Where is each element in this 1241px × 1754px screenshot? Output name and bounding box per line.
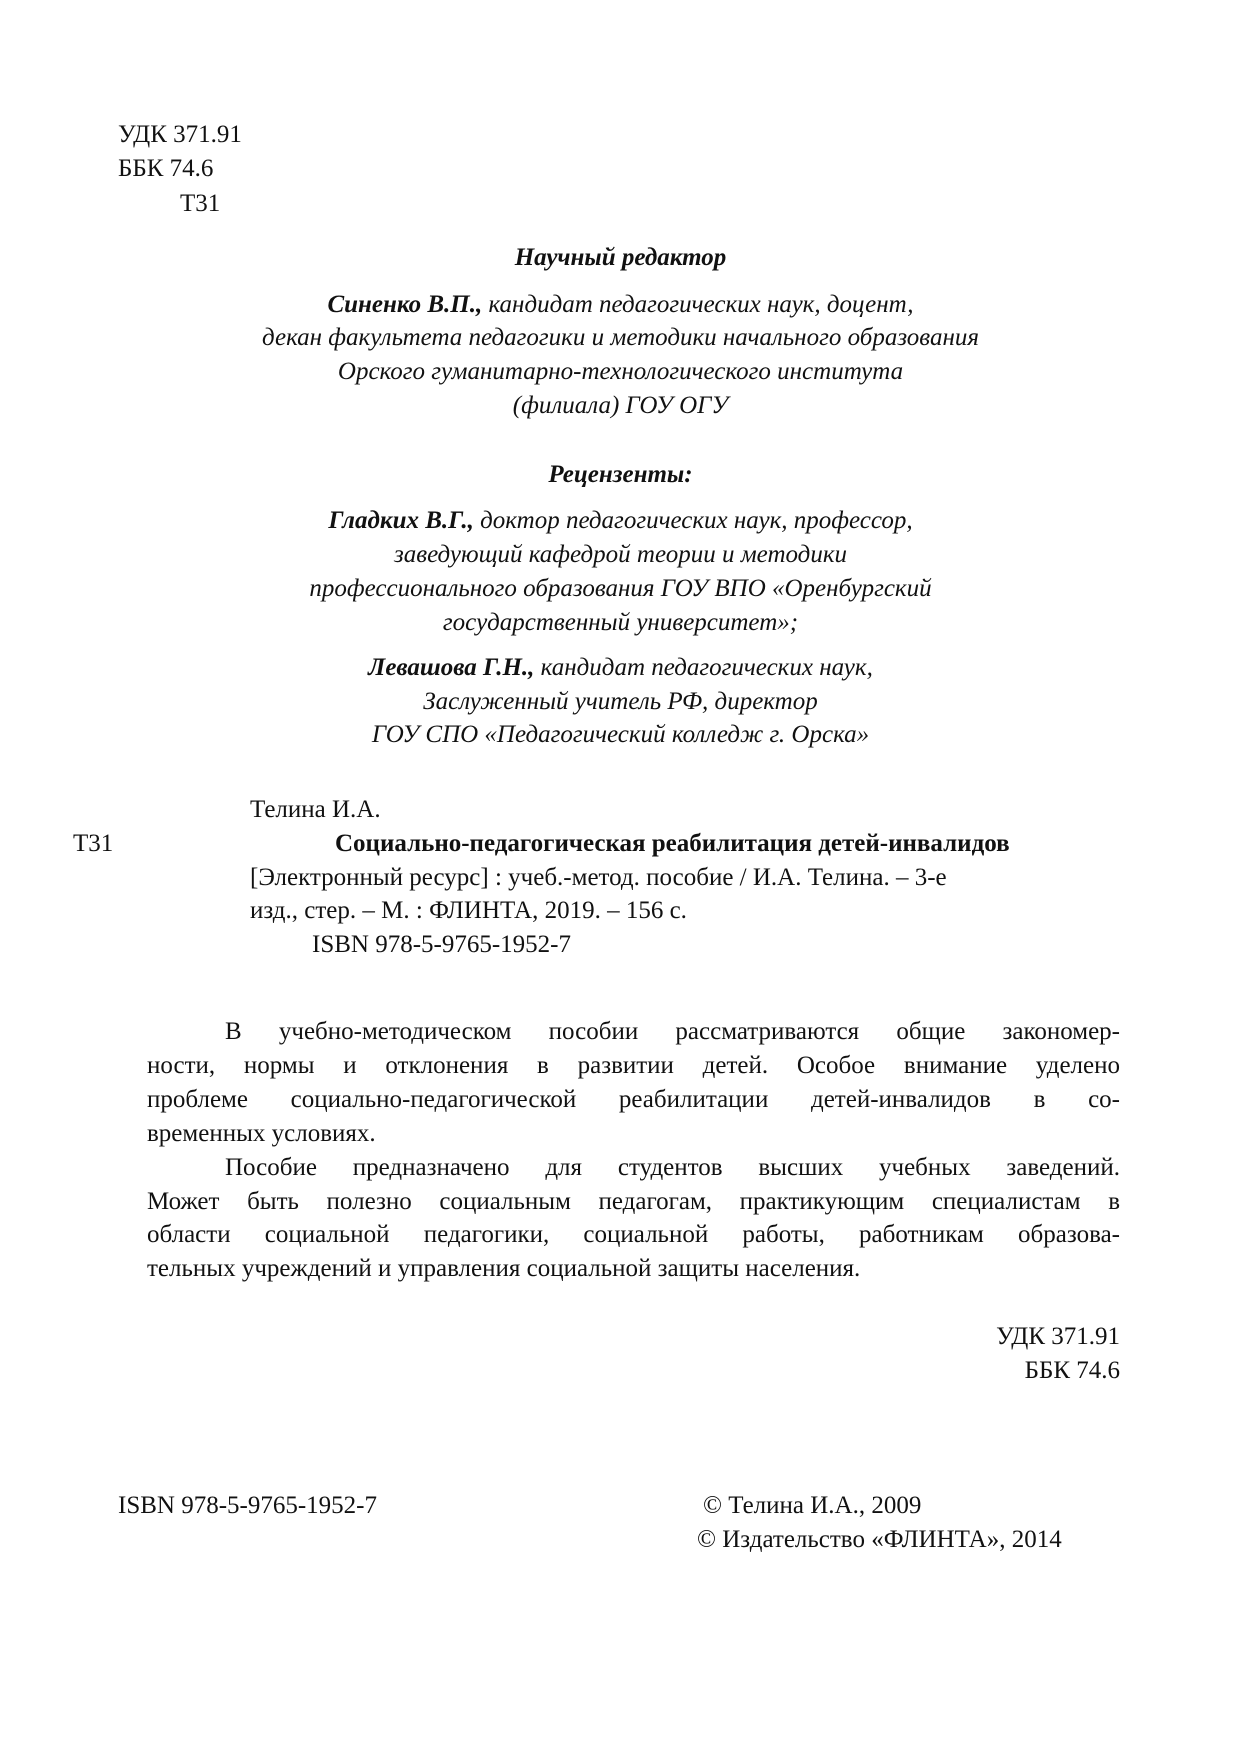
footer-isbn: ISBN 978-5-9765-1952-7 <box>118 1492 378 1519</box>
udk-header: УДК 371.91 <box>118 121 242 148</box>
abstract-line: В учебно-методическом пособии рассматриваются общие закономер- <box>225 1018 1120 1045</box>
reviewer1-line <box>0 506 1241 536</box>
biblio-author: Телина И.А. <box>250 796 381 823</box>
abstract-line: области социальной педагогики, социальной работы, работникам образова- <box>147 1221 1120 1248</box>
abstract-line: тельных учреждений и управления социальной защиты населения. <box>147 1255 861 1282</box>
biblio-line: [Электронный ресурс] : учеб.-метод. пособие / И.А. Телина. – 3-е <box>250 864 947 891</box>
editor-line <box>0 290 1241 320</box>
editor-heading: Научный редактор <box>514 244 727 271</box>
abstract-line: Пособие предназначено для студентов высших учебных заведений. <box>225 1154 1120 1181</box>
editor-text: кандидат педагогических наук, доцент, <box>488 291 914 318</box>
reviewer1-name: Гладких В.Г., <box>328 507 474 534</box>
reviewer1-line: государственный университет»; <box>442 609 799 636</box>
reviewer2-line: ГОУ СПО «Педагогический колледж г. Орска» <box>371 721 870 748</box>
abstract-line: Может быть полезно социальным педагогам, практикующим специалистам в <box>147 1188 1120 1215</box>
reviewer2-text: кандидат педагогических наук, <box>540 654 873 681</box>
copyright-publisher: © Издательство «ФЛИНТА», 2014 <box>697 1526 1062 1553</box>
abstract-line: временных условиях. <box>147 1120 376 1147</box>
bbk-classification: ББК 74.6 <box>1024 1357 1120 1384</box>
reviewer2-name: Левашова Г.Н., <box>368 654 535 681</box>
copyright-author: © Телина И.А., 2009 <box>703 1492 922 1519</box>
biblio-isbn: ISBN 978-5-9765-1952-7 <box>312 931 572 958</box>
abstract-line: проблеме социально-педагогической реабилитации детей-инвалидов в со- <box>147 1086 1120 1113</box>
editor-name: Синенко В.П., <box>327 291 483 318</box>
reviewer1-line: профессионального образования ГОУ ВПО «Оренбургский <box>309 575 932 602</box>
abstract-line: ности, нормы и отклонения в развитии детей. Особое внимание уделено <box>147 1052 1120 1079</box>
editor-line: декан факультета педагогики и методики начального образования <box>262 324 979 351</box>
biblio-code: Т31 <box>73 830 114 857</box>
bbk-header: ББК 74.6 <box>118 155 214 182</box>
reviewer2-line: Заслуженный учитель РФ, директор <box>423 688 818 715</box>
reviewers-heading: Рецензенты: <box>548 461 693 488</box>
reviewer1-text: доктор педагогических наук, профессор, <box>480 507 913 534</box>
udk-classification: УДК 371.91 <box>996 1323 1120 1350</box>
author-code: Т31 <box>180 190 221 217</box>
editor-line: Орского гуманитарно-технологического института <box>337 358 904 385</box>
biblio-title: Социально-педагогическая реабилитация детей-инвалидов <box>335 830 1010 857</box>
reviewer1-line: заведующий кафедрой теории и методики <box>393 541 848 568</box>
reviewer2-line <box>0 653 1241 683</box>
editor-line: (филиала) ГОУ ОГУ <box>512 392 729 419</box>
biblio-line: изд., стер. – М. : ФЛИНТА, 2019. – 156 с. <box>250 897 687 924</box>
